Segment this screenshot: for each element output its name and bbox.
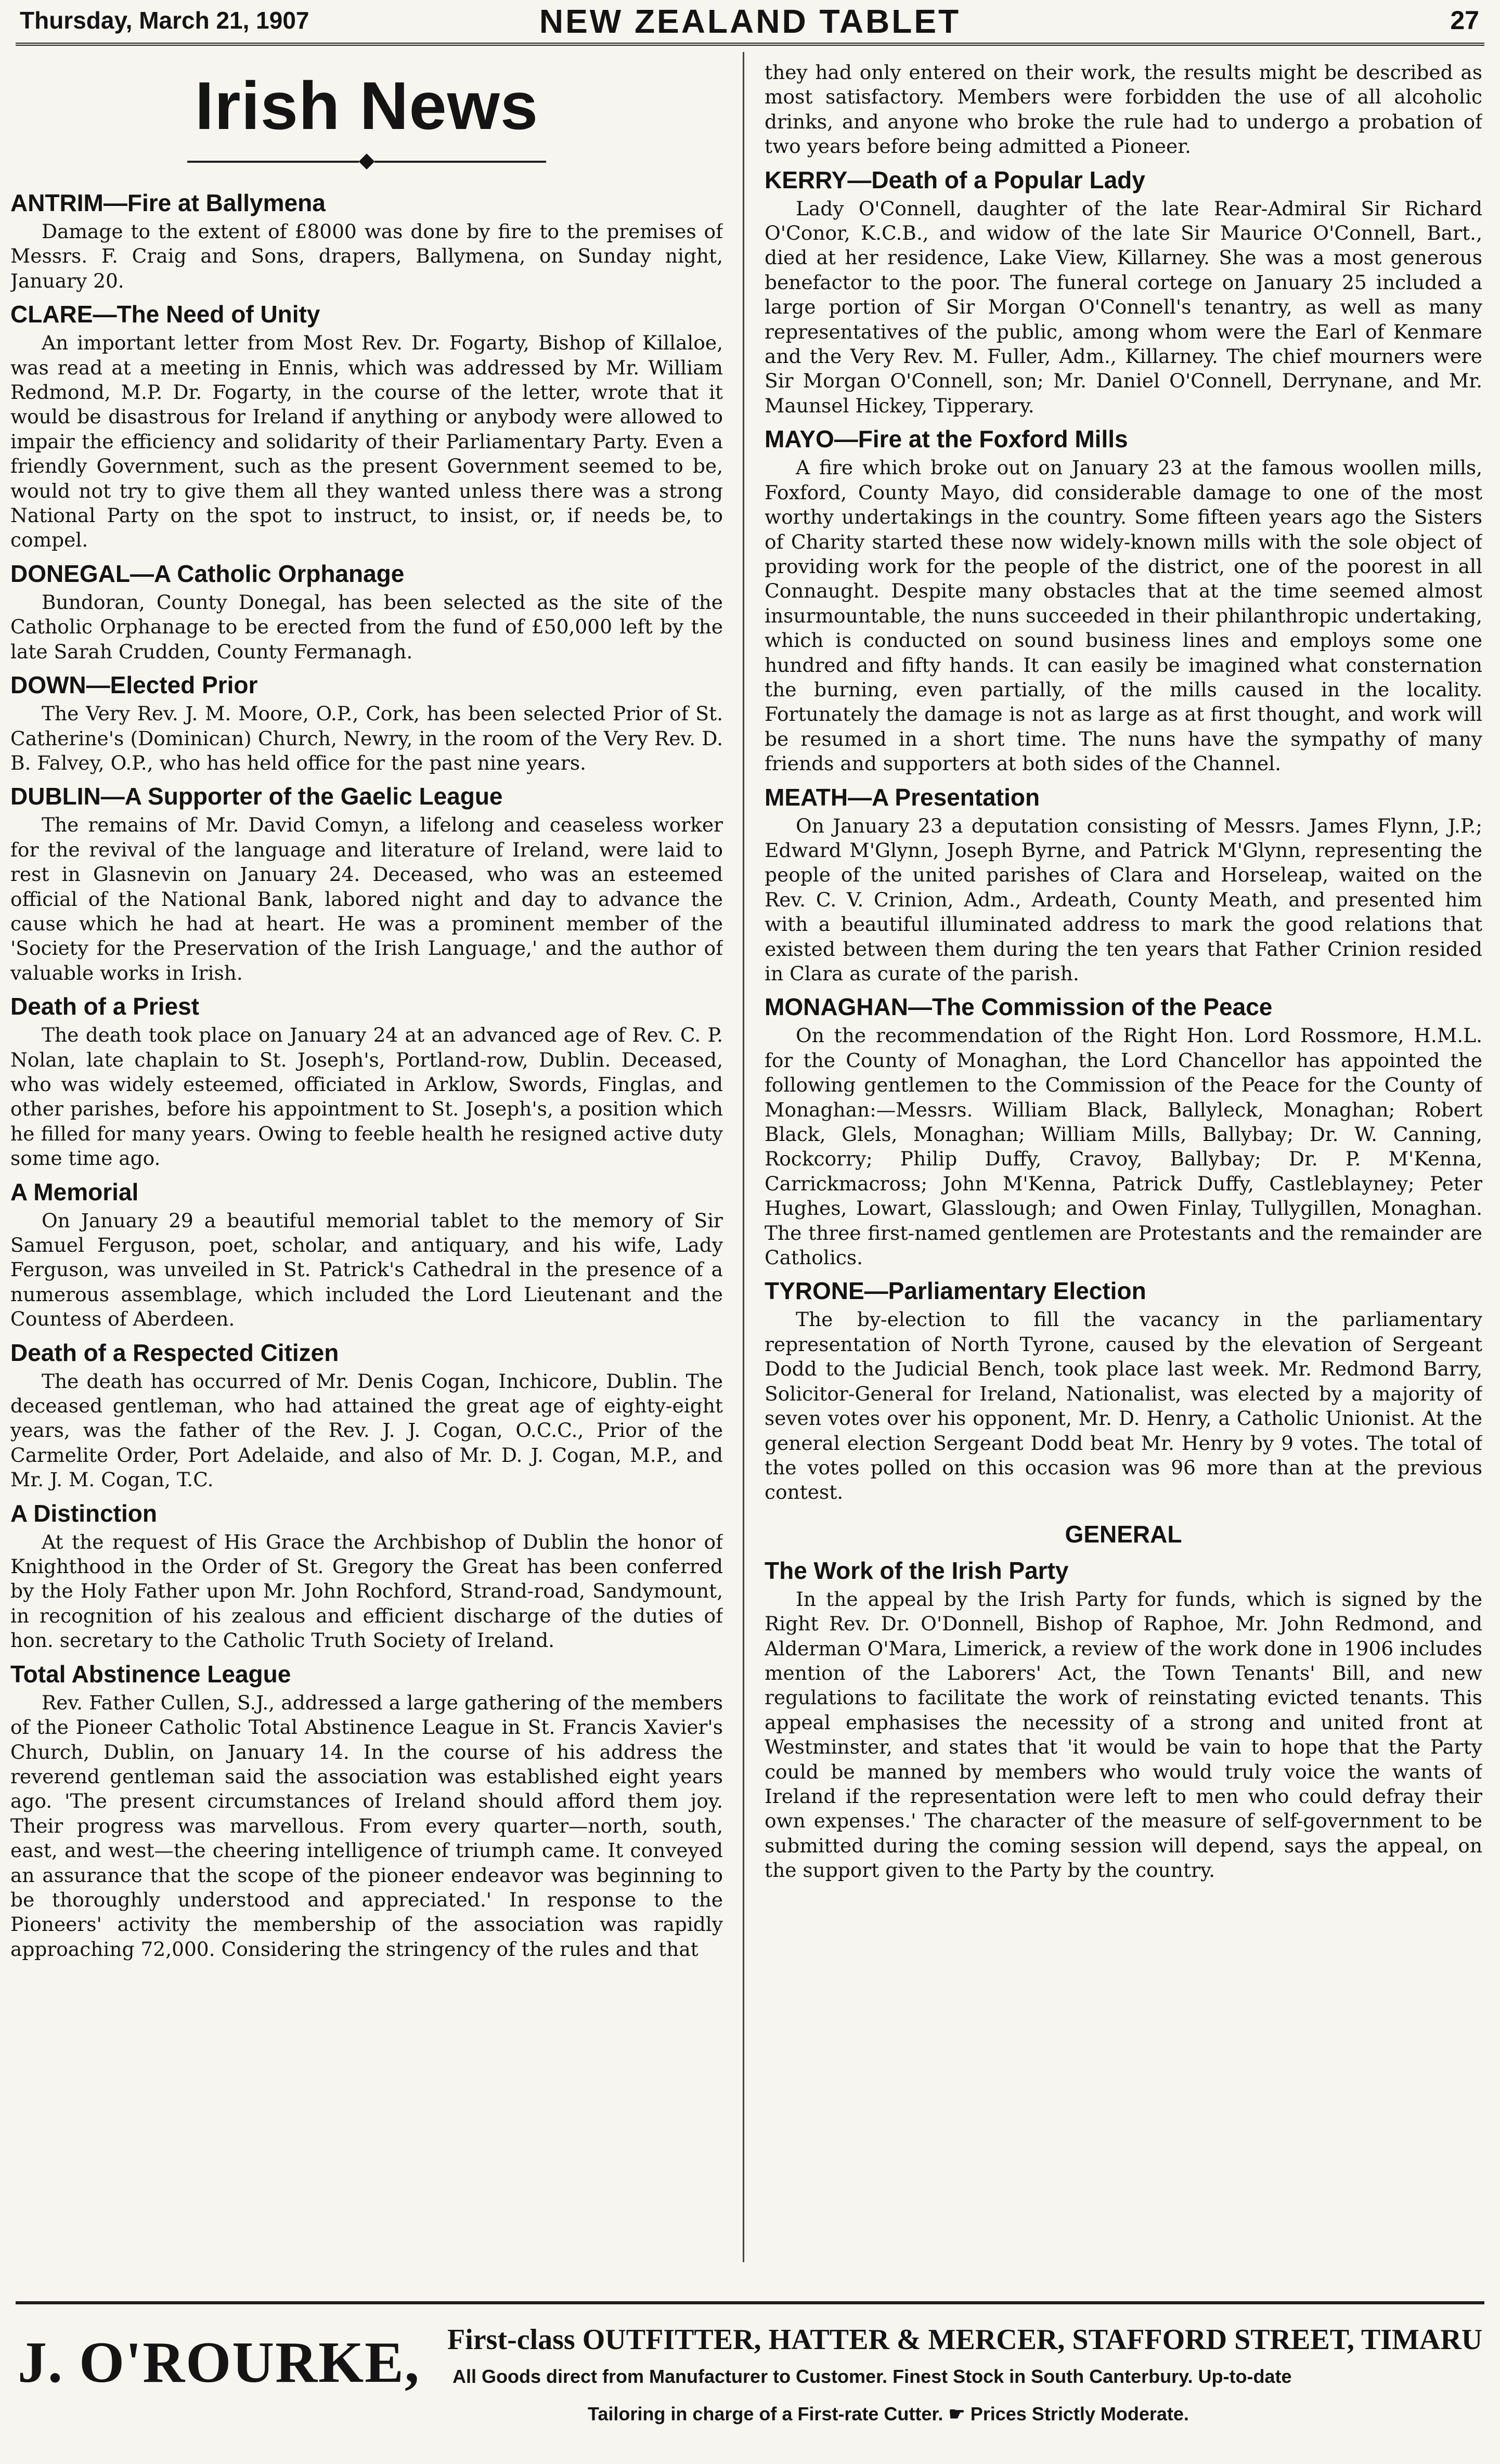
article-heading: A Distinction (10, 1499, 157, 1527)
article-heading: MONAGHAN—The Commission of the Peace (765, 993, 1273, 1021)
article-body: Lady O'Connell, daughter of the late Rear-Admiral Sir Richard O'Conor, K.C.B., and widow of the late Sir Maurice O'Connell, Bart., died at her residence, Lake View, Killarney. She was a most generous benefactor to the poor. The funeral cortege on January 25 included a large portion of Sir Morgan O'Connell's tenantry, as well as many representatives of the public, among whom were the Earl of Kenmare and the Very Rev. M. Fuller, Adm., Killarney. The chief mourners were Sir Morgan O'Connell, son; Mr. Daniel O'Connell, Derrynane, and Mr. Maunsel Hickey, Tipperary. (765, 197, 1482, 417)
article-body: The by-election to fill the vacancy in the parliamentary representation of North Tyrone, caused by the elevation of Sergeant Dodd to the Judicial Bench, took place last week. Mr. Redmond Barry, Solicitor-General for Ireland, Nationalist, was elected by a majority of seven votes over his opponent, Mr. D. Henry, a Catholic Unionist. At the general election Sergeant Dodd beat Mr. Henry by 9 votes. The total of the votes polled on this occasion was 96 more than at the previous contest. (765, 1308, 1482, 1504)
diamond-icon: ◆ (358, 148, 375, 172)
advert-line: Tailoring in charge of a First-rate Cutter. ☛ Prices Strictly Moderate. (588, 2403, 1189, 2424)
article-heading: CLARE—The Need of Unity (10, 301, 320, 328)
issue-date: Thursday, March 21, 1907 (20, 7, 309, 34)
left-column (10, 57, 723, 2252)
article-heading: ANTRIM—Fire at Ballymena (10, 189, 326, 216)
newspaper-title: NEW ZEALAND TABLET (539, 3, 961, 40)
advertiser-name: J. O'ROURKE, (18, 2330, 420, 2395)
section-title: Irish News (195, 68, 539, 144)
article-heading: Total Abstinence League (10, 1660, 291, 1688)
article-heading: DOWN—Elected Prior (10, 671, 258, 699)
article-body: An important letter from Most Rev. Dr. Fogarty, Bishop of Killaloe, was read at a meeting in Ennis, which was addressed by Mr. William Redmond, M.P. Dr. Fogarty, in the course of the letter, wrote that it would be disastrous for Ireland if anything or anybody were allowed to impair the efficiency and solidarity of their Parliamentary Party. Even a friendly Government, such as the present Government seemed to be, would not try to give them all they wanted unless there was a strong National Party on the spot to instruct, to insist, or, if needs be, to compel. (10, 331, 723, 552)
advert-line: First-class OUTFITTER, HATTER & MERCER, STAFFORD STREET, TIMARU (447, 2324, 1483, 2356)
article-body: The Very Rev. J. M. Moore, O.P., Cork, has been selected Prior of St. Catherine's (Dominican) Church, Newry, in the room of the Very Rev. D. B. Falvey, O.P., who has held office for the past nine years. (10, 702, 723, 774)
article-body: The death has occurred of Mr. Denis Cogan, Inchicore, Dublin. The deceased gentleman, who had attained the great age of eighty-eight years, was the father of the Rev. J. J. Cogan, O.C.C., Prior of the Carmelite Order, Port Adelaide, and also of Mr. D. J. Cogan, M.P., and Mr. J. M. Cogan, T.C. (10, 1369, 723, 1492)
general-heading: GENERAL (1065, 1520, 1182, 1548)
column-divider (743, 52, 744, 2262)
article-heading: The Work of the Irish Party (765, 1557, 1069, 1584)
article-heading: KERRY—Death of a Popular Lady (765, 166, 1145, 193)
page-header (16, 0, 1484, 46)
article-heading: Death of a Respected Citizen (10, 1339, 339, 1366)
article-body: The death took place on January 24 at an advanced age of Rev. C. P. Nolan, late chaplain to St. Joseph's, Portland-row, Dublin. Deceased, who was widely esteemed, officiated in Arklow, Swords, Finglas, and other parishes, before his appointment to St. Joseph's, a position which he filled for many years. Owing to feeble health he resigned active duty some time ago. (10, 1023, 723, 1170)
article-heading: MEATH—A Presentation (765, 783, 1040, 811)
article-body: Bundoran, County Donegal, has been selected as the site of the Catholic Orphanage to be erected from the fund of £50,000 left by the late Sarah Crudden, County Fermanagh. (10, 590, 723, 663)
article-body: On January 23 a deputation consisting of Messrs. James Flynn, J.P.; Edward M'Glynn, Joseph Byrne, and Patrick M'Glynn, representing the people of the united parishes of Clara and Horseleap, waited on the Rev. C. V. Crinion, Adm., Ardeath, County Meath, and presented him with a beautiful illuminated address to mark the good relations that existed between them during the ten years that Father Crinion resided in Clara as curate of the parish. (765, 814, 1482, 985)
right-column (765, 57, 1482, 2252)
article-heading: A Memorial (10, 1178, 139, 1205)
continued-text: they had only entered on their work, the results might be described as most satisfactory. Members were forbidden the use of all alcoholic drinks, and anyone who broke the rule had to undergo a probation of two years before being admitted a Pioneer. (765, 61, 1482, 158)
article-body: At the request of His Grace the Archbishop of Dublin the honor of Knighthood in the Order of St. Gregory the Great has been conferred by the Holy Father upon Mr. John Rochford, Strand-road, Sandymount, in recognition of his zealous and efficient discharge of the duties of hon. secretary to the Catholic Truth Society of Ireland. (10, 1530, 723, 1652)
article-heading: DONEGAL—A Catholic Orphanage (10, 560, 405, 587)
article-heading: DUBLIN—A Supporter of the Gaelic League (10, 783, 503, 810)
article-body: In the appeal by the Irish Party for funds, which is signed by the Right Rev. Dr. O'Donnell, Bishop of Raphoe, Mr. John Redmond, and Alderman O'Mara, Limerick, a review of the work done in 1906 includes mention of the Laborers' Act, the Town Tenants' Bill, and new regulations to facilitate the work of reinstating evicted tenants. This appeal emphasises the necessity of a strong and united front at Westminster, and states that 'it would be vain to hope that the Party could be manned by members who would truly voice the wants of Ireland if the representation were left to men who could defray their own expenses.' The character of the measure of self-government to be submitted during the coming session will depend, says the appeal, on the support given to the Party by the country. (765, 1587, 1482, 1882)
advertisement (16, 2301, 1484, 2455)
article-heading: TYRONE—Parliamentary Election (765, 1277, 1146, 1305)
article-body: On the recommendation of the Right Hon. Lord Rossmore, H.M.L. for the County of Monaghan, the Lord Chancellor has appointed the following gentlemen to the Commission of the Peace for the County of Monaghan:—Messrs. William Black, Ballyleck, Monaghan; Robert Black, Glels, Monaghan; William Mills, Ballybay; Dr. W. Canning, Rockcorry; Philip Duffy, Cravoy, Ballybay; Dr. P. M'Kenna, Carrickmacross; John M'Kenna, Patrick Duffy, Castleblayney; Peter Hughes, Lowart, Glasslough; and Owen Finlay, Tullygillen, Monaghan. The three first-named gentlemen are Protestants and the remainder are Catholics. (765, 1024, 1482, 1269)
page-number: 27 (1450, 6, 1479, 35)
article-body: Damage to the extent of £8000 was done by fire to the premises of Messrs. F. Craig and Sons, drapers, Ballymena, on Sunday night, January 20. (10, 220, 723, 292)
article-body: Rev. Father Cullen, S.J., addressed a large gathering of the members of the Pioneer Catholic Total Abstinence League in St. Francis Xavier's Church, Dublin, on January 14. In the course of his address the reverend gentleman said the association was established eight years ago. 'The present circumstances of Ireland should afford them joy. Their progress was marvellous. From every quarter—north, south, east, and west—the cheering intelligence of triumph came. It conveyed an assurance that the scope of the pioneer endeavor was beginning to be thoroughly understood and appreciated.' In response to the Pioneers' activity the membership of the association was rapidly approaching 72,000. Considering the stringency of the rules and that (10, 1691, 723, 1961)
article-body: On January 29 a beautiful memorial tablet to the memory of Sir Samuel Ferguson, poet, scholar, and antiquary, and his wife, Lady Ferguson, was unveiled in St. Patrick's Cathedral in the presence of a numerous assemblage, which included the Lord Lieutenant and the Countess of Aberdeen. (10, 1209, 723, 1331)
article-heading: MAYO—Fire at the Foxford Mills (765, 425, 1128, 453)
article-heading: Death of a Priest (10, 993, 199, 1020)
article-body: A fire which broke out on January 23 at the famous woollen mills, Foxford, County Mayo, did considerable damage to one of the most worthy undertakings in the country. Some fifteen years ago the Sisters of Charity started these now widely-known mills with the sole object of providing work for the people of the district, one of the poorest in all Connaught. Despite many obstacles that at the time seemed almost insurmountable, the nuns succeeded in their philanthropic undertaking, which is conducted on sound business lines and employs some one hundred and fifty hands. It can easily be imagined what consternation the burning, even partially, of the mills caused in the locality. Fortunately the damage is not as large as at first thought, and work will be resumed in a short time. The nuns have the sympathy of many friends and supporters at both sides of the Channel. (765, 456, 1482, 775)
title-ornament (10, 150, 723, 171)
article-body: The remains of Mr. David Comyn, a lifelong and ceaseless worker for the revival of the language and literature of Ireland, were laid to rest in Glasnevin on January 24. Deceased, who was an esteemed official of the National Bank, labored night and day to advance the cause which he had at heart. He was a prominent member of the 'Society for the Preservation of the Irish Language,' and the author of valuable works in Irish. (10, 813, 723, 984)
advert-line: All Goods direct from Manufacturer to Customer. Finest Stock in South Canterbury. Up-to-date (452, 2366, 1292, 2387)
